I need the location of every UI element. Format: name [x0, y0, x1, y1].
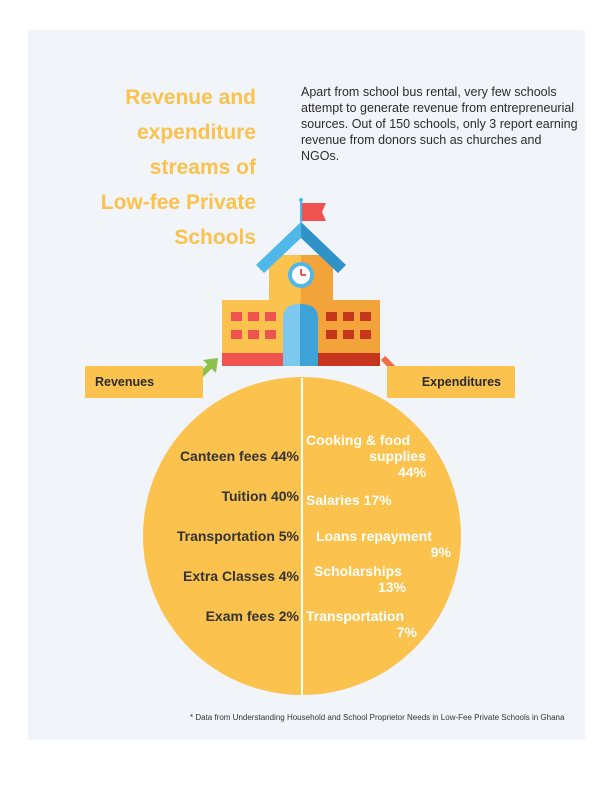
revenue-item: Exam fees 2% [205, 608, 299, 624]
revenue-item: Tuition 40% [221, 488, 299, 504]
revenues-label: Revenues [85, 366, 203, 398]
expenditure-item: Salaries 17% [306, 492, 392, 508]
title-line: Revenue and [125, 86, 256, 109]
title-line: expenditure [136, 121, 256, 144]
clock-icon [288, 262, 314, 288]
center-divider [301, 378, 303, 696]
expenditures-label: Expenditures [387, 366, 515, 398]
revenue-item: Canteen fees 44% [179, 448, 299, 464]
title-line: streams of [149, 156, 256, 179]
expenditure-item: Cooking & food supplies 44% [306, 432, 426, 480]
intro-paragraph: Apart from school bus rental, very few schools attempt to generate revenue from entrepreneurial sources. Out of 150 schools, only 3 report earning revenue from donors such as churches and NGOs. [301, 85, 578, 163]
title-line: Low-fee Private [100, 191, 256, 214]
revenue-item: Transportation 5% [176, 528, 299, 544]
expenditure-item: Transportation 7% [306, 608, 417, 640]
footnote: * Data from Understanding Household and School Proprietor Needs in Low-Fee Private Schools in Ghana [190, 713, 565, 722]
flag-icon [299, 198, 326, 222]
revenue-item: Extra Classes 4% [183, 568, 299, 584]
expenditure-item: Scholarships 13% [314, 563, 406, 595]
title-line: Schools [174, 226, 256, 249]
expenditure-item: Loans repayment 9% [316, 528, 451, 560]
school-building-icon [222, 222, 380, 366]
